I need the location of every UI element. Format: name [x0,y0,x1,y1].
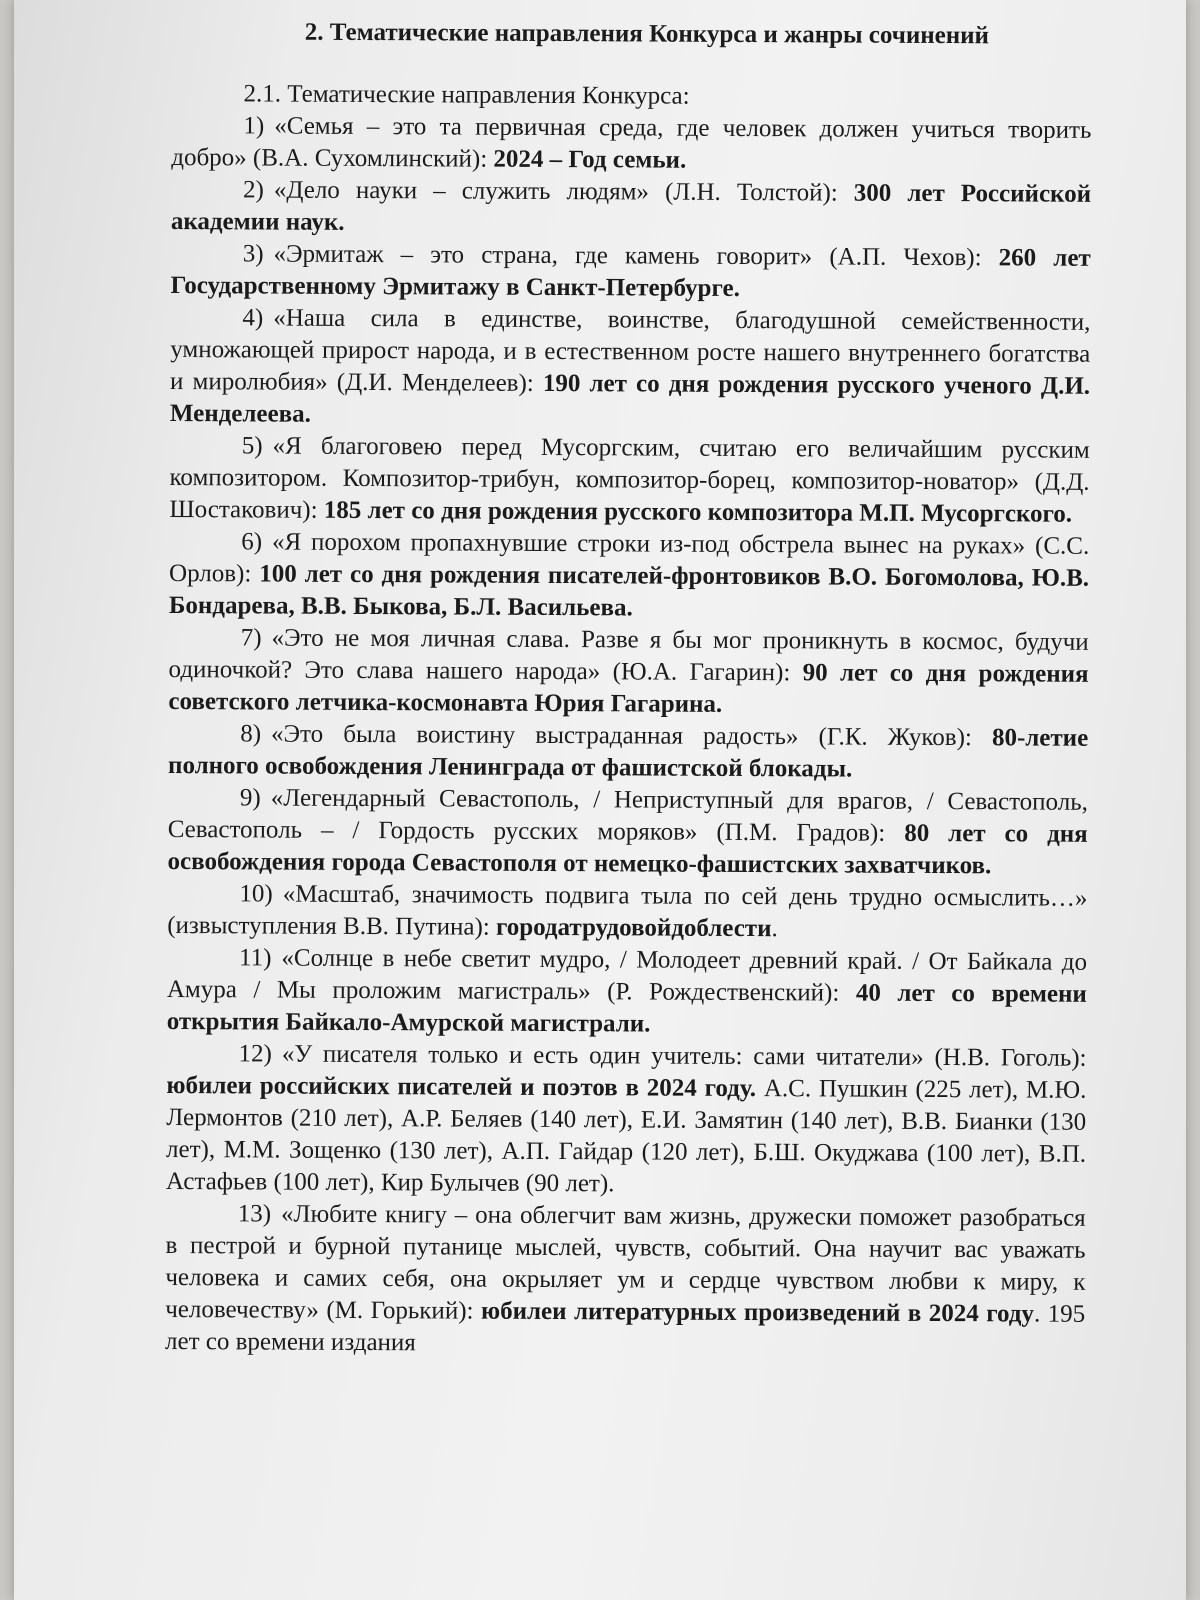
item-number: 3) [242,240,264,268]
item-anniversary: 90 лет со дня рождения советского летчика-космонавта Юрия Гагарина. [168,659,1089,718]
theme-item [168,622,1088,723]
item-anniversary: 100 лет со дня рождения писателей-фронтовиков В.О. Богомолова, Ю.В. Бондарева, В.В. Быкова, Б.Л. Васильева. [168,560,1090,622]
item-quote: «Наша сила в единстве, воинстве, благодушной семейственности, умножающей прирост народа, и в естественном росте нашего внутреннего богатства и миролюбия» (Д.И. Менделеев): [170,304,1091,397]
document-page [14,0,1186,1600]
item-anniversary: 80-летие полного освобождения Ленинграда от фашистской блокады. [168,724,1089,783]
item-quote: «Это не моя личная слава. Разве я бы мог проникнуть в космос, будучи одиночкой? Это слава нашего народа» (Ю.А. Гагарин): [168,624,1089,687]
section-title: 2. Тематические направления Конкурса и жанры сочинений [304,18,990,50]
item-quote: «Солнце в небе светит мудро, / Молодеет древний край. / От Байкала до Амура / Мы проложим магистраль» (Р. Рождественский): [166,944,1088,1007]
item-anniversary: 2024 – Год семьи. [493,145,687,174]
item-anniversary: 260 лет Государственному Эрмитажу в Санкт-Петербурге. [170,244,1091,302]
item-rest: . 195 лет со времени издания [164,1300,1086,1357]
item-number: 10) [239,880,273,908]
item-number: 13) [237,1200,272,1228]
item-number: 1) [243,112,265,140]
item-anniversary: юбилеи российских писателей и поэтов в 2024 году. [166,1071,757,1103]
theme-item [167,782,1087,883]
item-anniversary: 300 лет Российской академии наук. [170,179,1092,236]
intro-line: 2.1. Тематические направления Конкурса: [243,80,690,110]
item-quote: «Масштаб, значимость подвига тыла по сей день трудно осмыслить…» (извыступления В.В. Путина): [167,880,1088,941]
document-content [165,16,1092,1363]
item-anniversary: 185 лет со дня рождения русского композитора М.П. Мусоргского. [323,496,1073,528]
theme-item [171,174,1091,243]
item-anniversary: юбилеи литературных произведений в 2024 году [480,1297,1035,1328]
item-anniversary: городатрудовойдоблести [495,913,772,943]
item-anniversary: 40 лет со времени открытия Байкало-Амурской магистрали. [166,979,1087,1038]
theme-item [168,718,1088,787]
item-number: 12) [238,1040,272,1068]
theme-item [167,878,1087,947]
theme-item [169,430,1089,531]
item-number: 5) [241,432,263,460]
item-quote: «Это была воистину выстраданная радость» (Г.К. Жуков): [270,720,993,752]
theme-item [165,1198,1086,1363]
item-quote: «Семья – это та первичная среда, где человек должен учиться творить добро» (В.А. Сухомлинский): [171,112,1092,173]
item-number: 4) [242,304,264,332]
item-quote: «Эрмитаж – это страна, где камень говорит» (А.П. Чехов): [273,240,999,272]
theme-item [169,526,1089,627]
theme-list [165,110,1092,1363]
item-number: 2) [243,176,264,204]
theme-item [166,1038,1087,1203]
item-quote: «Любите книгу – она облегчит вам жизнь, дружески поможет разобраться в пестрой и бурной путанице мыслей, чувств, событий. Она научит вас уважать человека и самих себя, она окрыляет ум и сердце чувством любви к миру, к человечеству» (М. Горький): [165,1200,1086,1325]
item-rest: . [771,915,778,943]
item-number: 9) [239,784,261,812]
item-number: 11) [238,944,272,972]
item-quote: «У писателя только и есть один учитель: сами читатели» (Н.В. Гоголь): [281,1040,1087,1072]
theme-item [167,942,1087,1043]
item-rest: А.С. Пушкин (225 лет), М.Ю. Лермонтов (210 лет), А.Р. Беляев (140 лет), Е.И. Замятин (140 лет), В.В. Бианки (130 лет), М.М. Зощенко (130 лет), А.П. Гайдар (120 лет), Б.Ш. Окуджава (100 лет), В.П. Астафьев (100 лет), Кир Булычев (90 лет). [165,1075,1087,1198]
item-anniversary: 80 лет со дня освобождения города Севастополя от немецко-фашистских захватчиков. [167,819,1088,880]
item-quote: «Дело науки – служить людям» (Л.Н. Толстой): [273,176,854,207]
item-quote: «Я порохом пропахнувшие строки из-под обстрела вынес на руках» (С.С. Орлов): [169,528,1090,588]
item-quote: «Легендарный Севастополь, / Неприступный для врагов, / Севастополь, Севастополь – / Гордость русских моряков» (П.М. Градов): [167,784,1088,847]
item-quote: «Я благоговею перед Мусоргским, считаю его величайшим русским композитором. Композитор-трибун, композитор-борец, композитор-новатор» (Д.Д. Шостакович): [169,432,1090,524]
theme-item [171,238,1091,307]
item-number: 7) [240,624,262,652]
item-number: 6) [241,528,263,556]
theme-item [171,110,1091,179]
theme-item [170,302,1091,435]
item-number: 8) [240,720,262,748]
item-anniversary: 190 лет со дня рождения русского ученого Д.И. Менделеева. [169,369,1091,428]
